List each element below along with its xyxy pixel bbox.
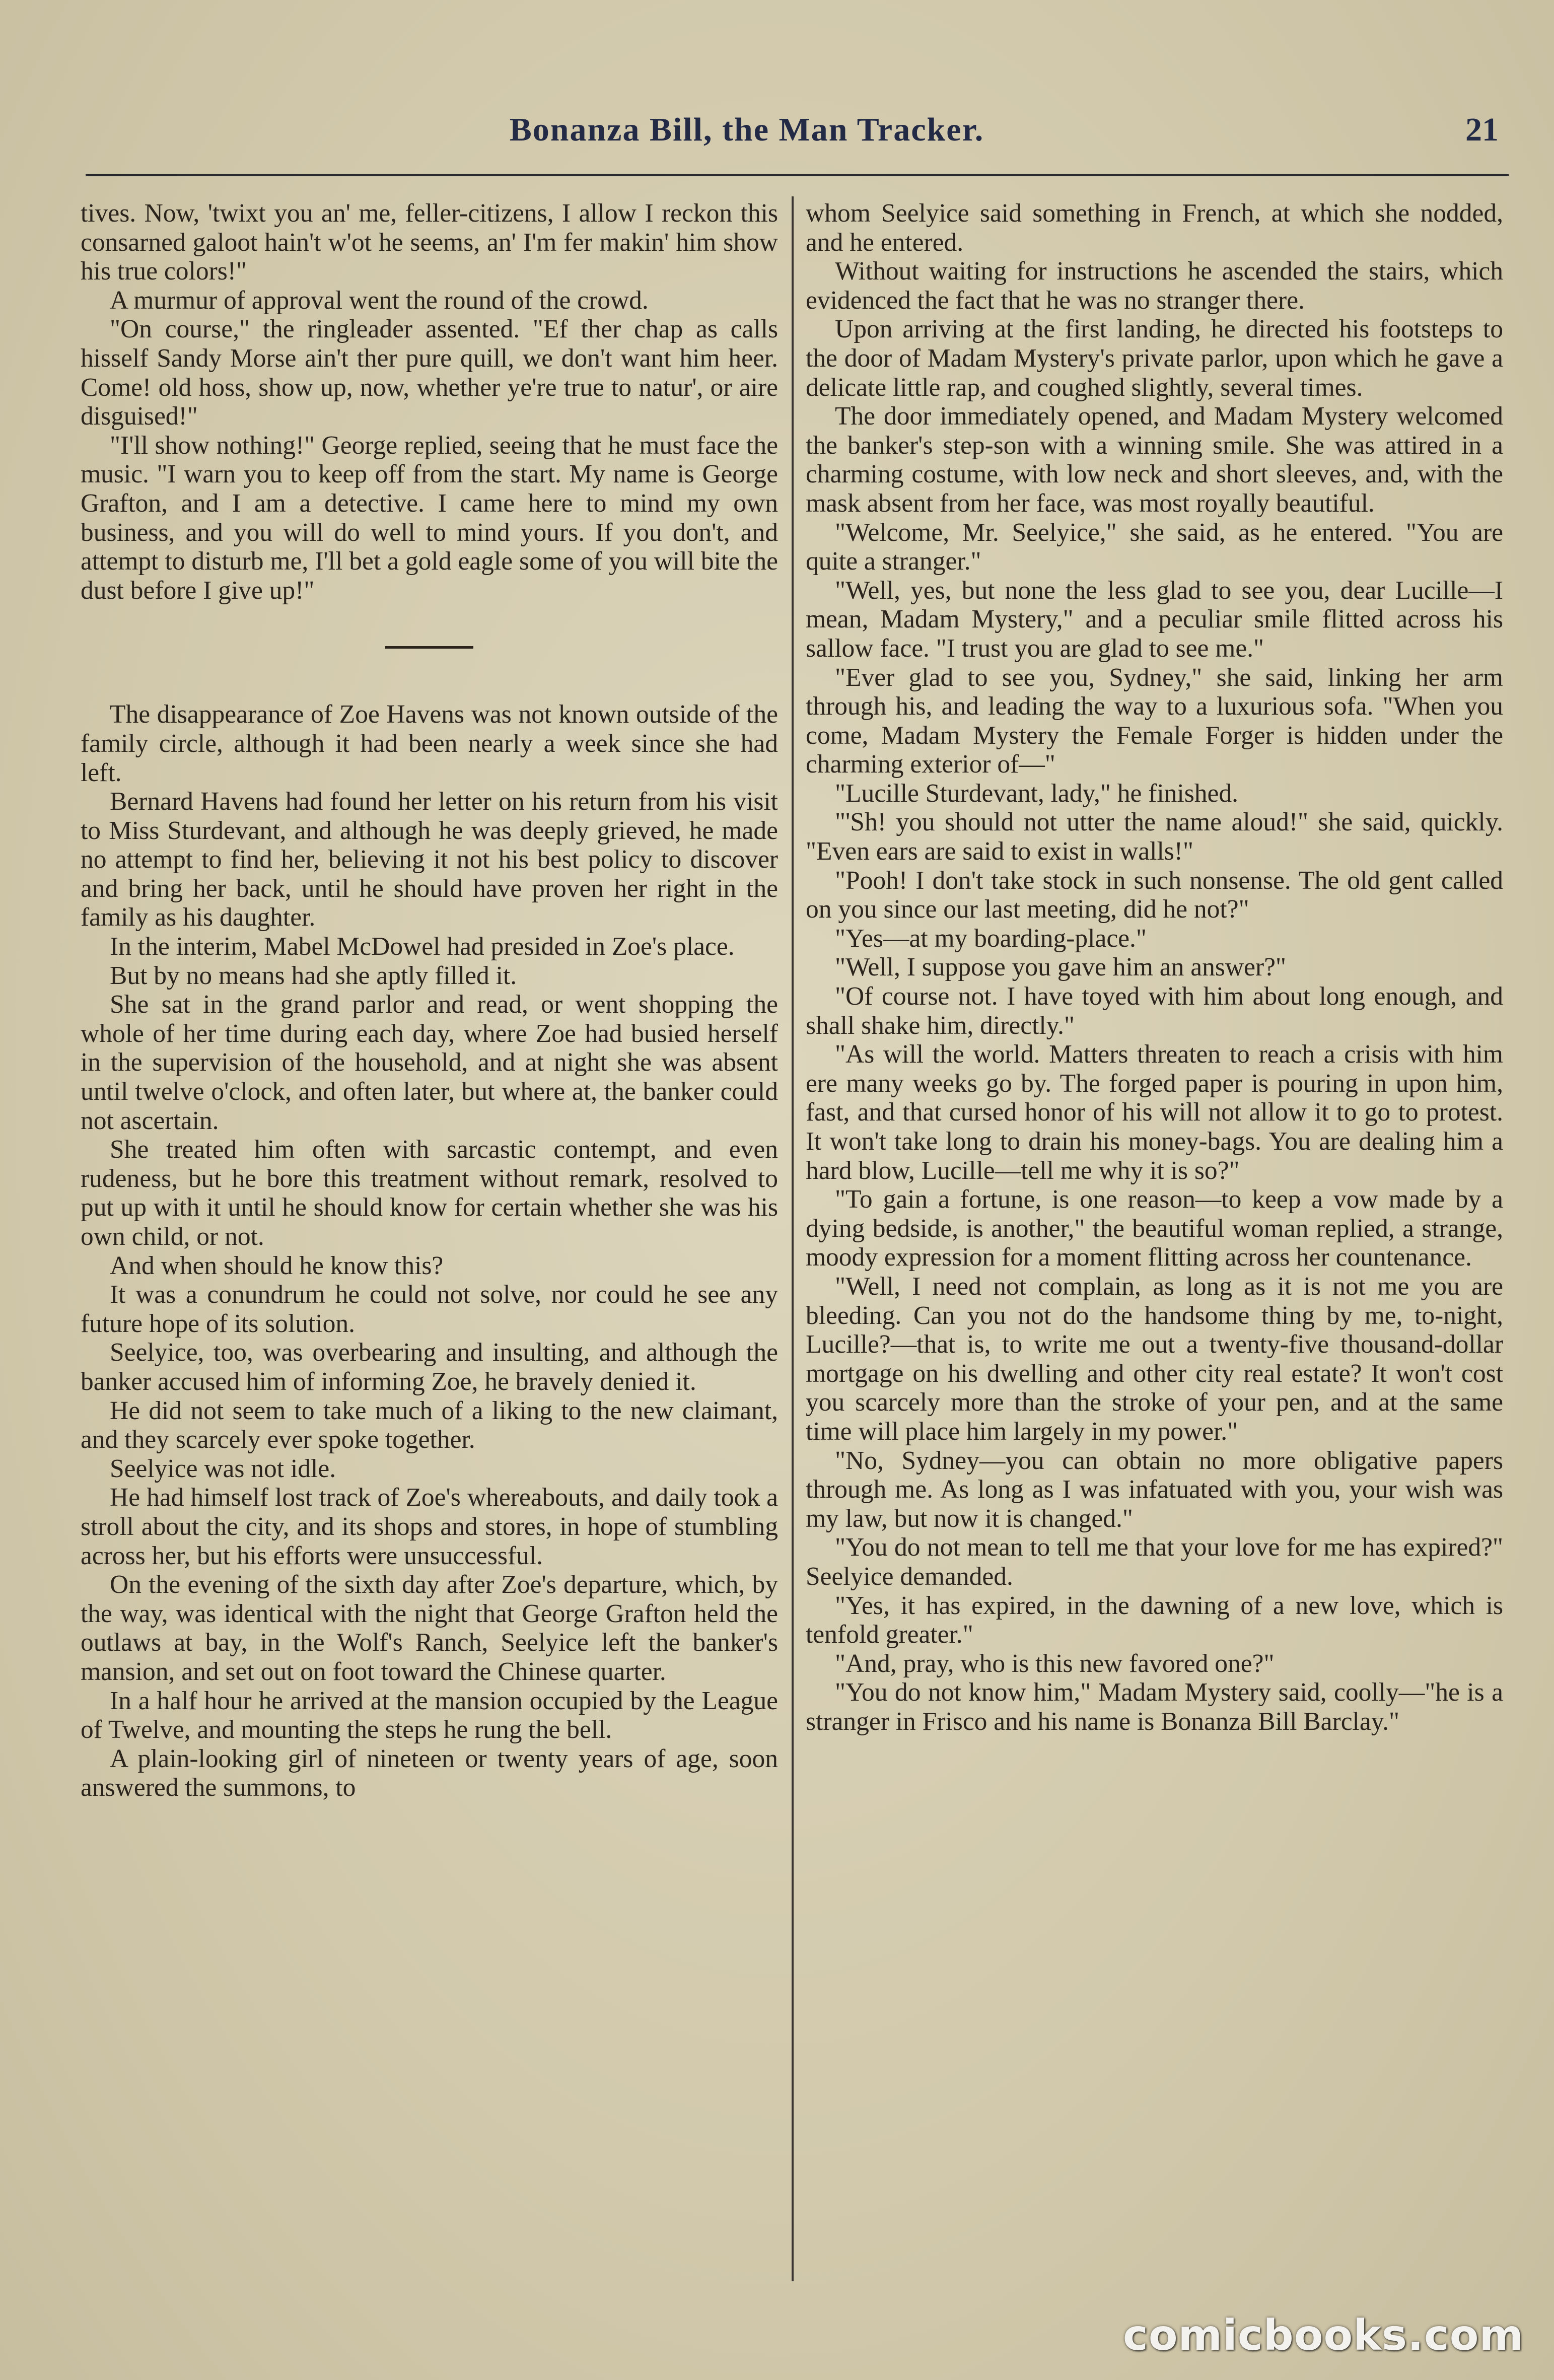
- header-rule: [86, 174, 1509, 176]
- paragraph: She sat in the grand parlor and read, or went shopping the whole of her time during each day, where Zoe had busied herself in the supervision of the household, and at night she was absent until twelve o'clock, and often later, but where at, the banker could not ascertain.: [81, 990, 778, 1135]
- paragraph: "As will the world. Matters threaten to reach a crisis with him ere many weeks go by. The forged paper is pouring in upon him, fast, and that cursed honor of his will not allow it to go to protest. It won't take long to drain his money-bags. You are dealing him a hard blow, Lucille—tell me why it is so?": [806, 1040, 1503, 1185]
- paragraph: He did not seem to take much of a liking to the new claimant, and they scarcely ever spoke together.: [81, 1396, 778, 1454]
- paragraph: tives. Now, 'twixt you an' me, feller-citizens, I allow I reckon this consarned galoot hain't w'ot he seems, an' I'm fer makin' him show his true colors!": [81, 199, 778, 286]
- paragraph: It was a conundrum he could not solve, nor could he see any future hope of its solution.: [81, 1280, 778, 1338]
- paragraph: "Well, I need not complain, as long as it is not me you are bleeding. Can you not do the handsome thing by me, to-night, Lucille?—that is, to write me out a twenty-five thousand-dollar mortgage on his dwelling and other city real estate? It won't cost you scarcely more than the stroke of your pen, and at the same time will place him largely in my power.": [806, 1272, 1503, 1446]
- paragraph: "Yes—at my boarding-place.": [835, 924, 1147, 953]
- paragraph: "No, Sydney—you can obtain no more obligative papers through me. As long as I was infatuated with you, your wish was my law, but now it is changed.": [806, 1446, 1503, 1533]
- running-head: [86, 111, 1509, 156]
- paragraph: The disappearance of Zoe Havens was not known outside of the family circle, although it had been nearly a week since she had left.: [81, 700, 778, 787]
- right-column: [806, 199, 1503, 1736]
- paragraph: "And, pray, who is this new favored one?": [835, 1649, 1275, 1678]
- paragraph: On the evening of the sixth day after Zoe's departure, which, by the way, was identical with the night that George Grafton held the outlaws at bay, in the Wolf's Ranch, Seelyice left the banker's mansion, and set out on foot toward the Chinese quarter.: [81, 1570, 778, 1686]
- paragraph: "To gain a fortune, is one reason—to keep a vow made by a dying bedside, is another," the beautiful woman replied, a strange, moody expression for a moment flitting across her countenance.: [806, 1185, 1503, 1272]
- paragraph: "'Sh! you should not utter the name aloud!" she said, quickly. "Even ears are said to exist in walls!": [806, 808, 1503, 866]
- paragraph: "You do not mean to tell me that your love for me has expired?" Seelyice demanded.: [806, 1533, 1503, 1591]
- paragraph: "Lucille Sturdevant, lady," he finished.: [835, 779, 1238, 808]
- paragraph: "On course," the ringleader assented. "Ef ther chap as calls hisself Sandy Morse ain't ther pure quill, we don't want him heer. Come! old hoss, show up, now, whether ye're true to natur', or aire disguised!": [81, 315, 778, 431]
- section-break-rule: [385, 646, 473, 649]
- paragraph: Seelyice was not idle.: [110, 1454, 336, 1483]
- paragraph: Bernard Havens had found her letter on his return from his visit to Miss Sturdevant, and although he was deeply grieved, he made no attempt to find her, believing it not his best policy to discover and bring her back, until he should have proven her right in the family as his daughter.: [81, 787, 778, 932]
- site-watermark: comicbooks.com: [1123, 2311, 1524, 2360]
- left-column: [81, 199, 778, 1802]
- running-title: Bonanza Bill, the Man Tracker.: [509, 111, 984, 148]
- paragraph: The door immediately opened, and Madam Mystery welcomed the banker's step-son with a winning smile. She was attired in a charming costume, with low neck and short sleeves, and, with the mask absent from her face, was most royally beautiful.: [806, 402, 1503, 518]
- paragraph: He had himself lost track of Zoe's whereabouts, and daily took a stroll about the city, and its shops and stores, in hope of stumbling across her, but his efforts were unsuccessful.: [81, 1483, 778, 1570]
- paragraph: In a half hour he arrived at the mansion occupied by the League of Twelve, and mounting the steps he rung the bell.: [81, 1686, 778, 1744]
- paragraph: "Welcome, Mr. Seelyice," she said, as he entered. "You are quite a stranger.": [806, 518, 1503, 576]
- paragraph: And when should he know this?: [110, 1251, 444, 1280]
- paragraph: "You do not know him," Madam Mystery said, coolly—"he is a stranger in Frisco and his name is Bonanza Bill Barclay.": [806, 1678, 1503, 1736]
- paragraph: whom Seelyice said something in French, at which she nodded, and he entered.: [806, 199, 1503, 257]
- paragraph: Seelyice, too, was overbearing and insulting, and although the banker accused him of informing Zoe, he bravely denied it.: [81, 1338, 778, 1396]
- paragraph: "Ever glad to see you, Sydney," she said, linking her arm through his, and leading the way to a luxurious sofa. "When you come, Madam Mystery the Female Forger is hidden under the charming exterior of—": [806, 663, 1503, 779]
- paragraph: A plain-looking girl of nineteen or twenty years of age, soon answered the summons, to: [81, 1744, 778, 1802]
- column-divider: [792, 196, 794, 2281]
- page-number: 21: [1465, 111, 1499, 148]
- paragraph: In the interim, Mabel McDowel had presided in Zoe's place.: [110, 932, 735, 961]
- paragraph: "Well, I suppose you gave him an answer?": [835, 953, 1286, 982]
- paragraph: "Well, yes, but none the less glad to see you, dear Lucille—I mean, Madam Mystery," and a peculiar smile flitted across his sallow face. "I trust you are glad to see me.": [806, 576, 1503, 663]
- paragraph: A murmur of approval went the round of the crowd.: [110, 286, 649, 315]
- paragraph: Upon arriving at the first landing, he directed his footsteps to the door of Madam Mystery's private parlor, upon which he gave a delicate little rap, and coughed slightly, several times.: [806, 315, 1503, 402]
- paragraph: She treated him often with sarcastic contempt, and even rudeness, but he bore this treatment without remark, resolved to put up with it until he should know for certain whether she was his own child, or not.: [81, 1135, 778, 1251]
- paragraph: Without waiting for instructions he ascended the stairs, which evidenced the fact that he was no stranger there.: [806, 257, 1503, 315]
- paragraph: "I'll show nothing!" George replied, seeing that he must face the music. "I warn you to keep off from the start. My name is George Grafton, and I am a detective. I came here to mind my own business, and you will do well to mind yours. If you don't, and attempt to disturb me, I'll bet a gold eagle some of you will bite the dust before I give up!": [81, 431, 778, 605]
- paragraph: "Of course not. I have toyed with him about long enough, and shall shake him, directly.": [806, 982, 1503, 1040]
- paragraph: But by no means had she aptly filled it.: [110, 961, 517, 990]
- paragraph: "Yes, it has expired, in the dawning of a new love, which is tenfold greater.": [806, 1591, 1503, 1649]
- paragraph: "Pooh! I don't take stock in such nonsense. The old gent called on you since our last meeting, did he not?": [806, 866, 1503, 924]
